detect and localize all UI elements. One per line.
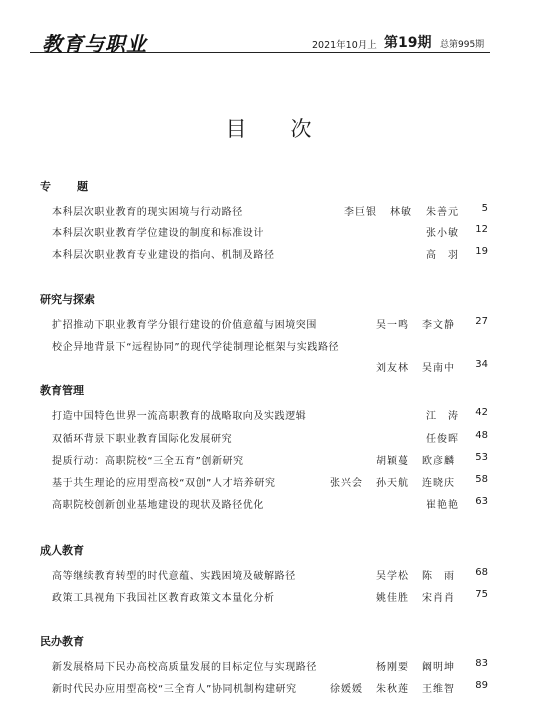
entry-author: 陈雨 — [422, 571, 466, 582]
entry-page: 75 — [475, 589, 488, 600]
section-heading: 研究与探索 — [40, 293, 95, 306]
entry-title: 提质行动：高职院校“三全五育”创新研究 — [52, 456, 244, 467]
entry-page: 19 — [475, 246, 488, 257]
entry-author: 吴一鸣 — [376, 320, 409, 331]
toc-entry[interactable] — [52, 567, 492, 583]
entry-author: 姚佳胜 — [376, 593, 409, 604]
entry-author: 杨刚要 — [376, 662, 409, 673]
toc-entry[interactable] — [52, 474, 492, 490]
entry-page: 53 — [475, 452, 488, 463]
entry-page: 63 — [475, 496, 488, 507]
entry-title: 本科层次职业教育专业建设的指向、机制及路径 — [52, 250, 275, 261]
entry-title: 打造中国特色世界一流高职教育的战略取向及实践逻辑 — [52, 411, 307, 422]
toc-entry[interactable] — [52, 658, 492, 674]
entry-title: 基于共生理论的应用型高校“双创”人才培养研究 — [52, 478, 276, 489]
toc-entry[interactable] — [52, 246, 492, 262]
toc-entry[interactable] — [52, 589, 492, 605]
toc-entry[interactable] — [52, 338, 492, 354]
entry-title: 校企异地背景下“远程协同”的现代学徒制理论框架与实践路径 — [52, 342, 340, 353]
entry-page: 27 — [475, 316, 488, 327]
entry-author: 李文静 — [422, 320, 455, 331]
entry-page: 34 — [475, 359, 488, 370]
toc-entry[interactable] — [52, 496, 492, 512]
entry-author: 徐媛媛 — [330, 684, 363, 695]
entry-author: 林敏 — [390, 207, 412, 218]
toc-entry[interactable] — [52, 316, 492, 332]
journal-logo: 教育与职业 — [42, 32, 147, 56]
entry-title: 本科层次职业教育的现实困境与行动路径 — [52, 207, 243, 218]
entry-title: 新时代民办应用型高校“三全育人”协同机制构建研究 — [52, 684, 297, 695]
entry-page: 58 — [475, 474, 488, 485]
toc-entry[interactable] — [52, 680, 492, 696]
issue-date: 2021年10月上 — [312, 40, 377, 51]
entry-author: 朱秋莲 — [376, 684, 409, 695]
toc-entry[interactable] — [52, 203, 492, 219]
entry-author: 朱善元 — [426, 207, 459, 218]
issue-number: 第19期 — [384, 35, 432, 51]
toc-entry[interactable] — [52, 407, 492, 423]
entry-author: 张兴会 — [330, 478, 363, 489]
entry-title: 双循环背景下职业教育国际化发展研究 — [52, 434, 233, 445]
total-issue-number: 总第995期 — [440, 40, 485, 50]
entry-author: 吴南中 — [422, 363, 455, 374]
entry-title: 高职院校创新创业基地建设的现状及路径优化 — [52, 500, 264, 511]
entry-author: 刘友林 — [376, 363, 409, 374]
entry-author: 崔艳艳 — [426, 500, 459, 511]
toc-entry[interactable] — [52, 224, 492, 240]
entry-author: 王维智 — [422, 684, 455, 695]
entry-page: 48 — [475, 430, 488, 441]
entry-author: 高羽 — [426, 250, 470, 261]
header-divider — [30, 52, 490, 53]
entry-author: 孙天航 — [376, 478, 409, 489]
entry-author: 任俊晖 — [426, 434, 459, 445]
entry-author: 江涛 — [426, 411, 470, 422]
entry-author: 宋肖肖 — [422, 593, 455, 604]
entry-title: 新发展格局下民办高校高质量发展的目标定位与实现路径 — [52, 662, 317, 673]
entry-title: 扩招推动下职业教育学分银行建设的价值意蕴与困境突围 — [52, 320, 317, 331]
entry-page: 89 — [475, 680, 488, 691]
section-heading: 民办教育 — [40, 635, 84, 648]
toc-entry-continuation — [52, 359, 492, 375]
entry-author: 欧彦麟 — [422, 456, 455, 467]
entry-author: 吴学松 — [376, 571, 409, 582]
entry-author: 连晓庆 — [422, 478, 455, 489]
entry-title: 政策工具视角下我国社区教育政策文本量化分析 — [52, 593, 275, 604]
toc-entry[interactable] — [52, 430, 492, 446]
section-heading: 成人教育 — [40, 544, 84, 557]
entry-page: 12 — [475, 224, 488, 235]
entry-page: 83 — [475, 658, 488, 669]
entry-author: 张小敏 — [426, 228, 459, 239]
toc-entry[interactable] — [52, 452, 492, 468]
section-heading: 专题 — [40, 180, 114, 193]
section-heading: 教育管理 — [40, 384, 84, 397]
entry-author: 胡颖蔓 — [376, 456, 409, 467]
entry-author: 李巨银 — [344, 207, 377, 218]
entry-title: 高等继续教育转型的时代意蕴、实践困境及破解路径 — [52, 571, 296, 582]
entry-page: 5 — [481, 203, 488, 214]
entry-author: 阚明坤 — [422, 662, 455, 673]
page-title: 目次 — [225, 117, 356, 141]
entry-page: 68 — [475, 567, 488, 578]
entry-title: 本科层次职业教育学位建设的制度和标准设计 — [52, 228, 264, 239]
entry-page: 42 — [475, 407, 488, 418]
